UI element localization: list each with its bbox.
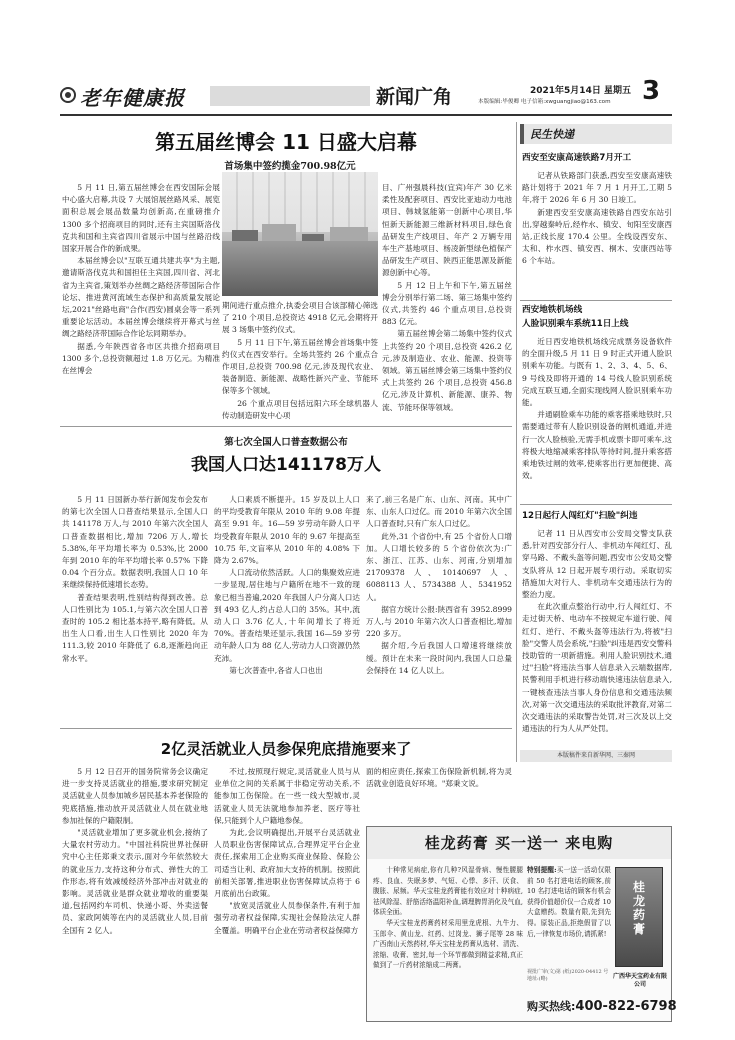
gig-col3 [366,766,512,826]
ad-registration: 视批广审(文)第 (纸)2020-04412 号 地址:(略) [527,969,609,982]
ad-hotline-label: 购买热线: [527,1000,576,1013]
paragraph: "灵活就业增加了更多就业机会,接纳了大量农村劳动力。"中国社科院世界社保研究中心主任郑秉文表示,面对今年依然较大的就业压力,支持这种分布式、弹性大的工作形态,将有效减缓经济外部冲击对就业的影响。灵活就业是群众就业增收的重要渠道,包括网约车司机、快递小哥、外卖送餐员、家政阿姨等在内的灵活就业人员,目前全国有 2 亿人。 [62,828,208,935]
paragraph: 人口素质不断提升。15 岁及以上人口的平均受教育年限从 2010 年的 9.08 年提高至 9.91 年。16—59 岁劳动年龄人口平均受教育年限从 2010 年的 9.67 年提高至 10.75 年,文盲率从 2010 年的 4.08% 下降为 2.67%。 [214,495,360,566]
paragraph: 据官方统计公报:陕西省有 3952.8999 万人,与 2010 年第六次人口普查相比,增加 220 多万。 [366,604,512,639]
lead-col1 [62,182,220,422]
paragraph: 26 个重点项目包括远阳六环全球机器人传动制造研发中心项 [222,398,378,420]
divider [520,504,672,505]
side-item2-title-line2: 人脸识别乘车系统11日上线 [522,319,629,329]
paragraph: 第五届丝博会第二场集中签约仪式上共签约 20 个项目,总投资 426.2 亿元,涉及制造业、农业、能源、投资等领域。第五届丝博会第三场集中签约仪式上共签约 26 个项目,总投资 456.8 亿元,涉及计算机、新能源、康养、物流、节能环保等领域。 [382,329,512,412]
paragraph: 来了,前三名是广东、山东、河南。其中广东、山东人口过亿。而 2010 年第六次全国人口普查时,只有广东人口过亿。 [366,495,512,529]
paragraph: 华天宝桂龙药膏药材采用里龙虎根、九牛力、玉郎伞、黄山龙、红药、过岗龙、狮子尾等 28 味广西南山天然药材,华天宝桂龙药膏从选材、清洗、浓缩、收膏、密封,每一个环节都做到精益求精,真正做到了一斤药材浓缩成二两膏。 [373,918,523,970]
masthead-logo-icon [60,87,76,103]
side-credit: 本版稿件来自新华网、三秦网 [520,750,672,762]
masthead-editors: 本版编辑:毕俊卿 电子信箱:xwguangjiao@163.com [478,99,611,105]
paragraph: 5 月 11 日国新办举行新闻发布会发布的第七次全国人口普查结果显示,全国人口共 141178 万人,与 2010 年第六次全国人口普查数据相比,增加 7206 万人,增长 5.38%,年平均增长率为 0.53%,比 2000 年到 2010 年的年平均增长率 0.57% 下降 0.04 个百分点。数据表明,我国人口 10 年来继续保持低速增长态势。 [62,495,208,590]
side-item1-title: 西安至安康高速铁路7月开工 [522,153,632,163]
paragraph: 普查结果表明,性别结构得到改善。总人口性别比为 105.1,与第六次全国人口普查时的 105.2 相比基本持平,略有降低。从出生人口看,出生人口性别比 2020 年为 111.3,较 2010 年降低了 6.8,逐渐趋向正常水平。 [62,592,208,663]
side-item2-body [522,336,672,498]
ad-notice-label: 特别提醒: [527,866,557,874]
masthead-divider [210,86,370,106]
paragraph: 据悉,今年陕西省各市区共推介招商项目 1300 多个,总投资额超过 1.8 万亿元。为精准在丝博会 [62,341,220,376]
paragraph: 记者从铁路部门获悉,西安至安康高速铁路计划将于 2021 年 7 月 1 月开工,工期 5 年,将于 2026 年 6 月 30 日竣工。 [522,171,672,205]
side-item2-title-line1: 西安地铁机场线 [522,305,583,315]
side-column-title-text: 民生快递 [530,128,574,141]
census-kicker: 第七次全国人口普查数据公布 [224,437,348,448]
paragraph: 在此次重点整治行动中,行人闯红灯、不走过街天桥、电动车不按规定车道行驶、闯红灯、逆行、不戴头盔等违法行为,将被"扫脸"交警人员会系统,"扫脸"纠违是西安交警科技助管的一项新措施。利用人脸识别技术,通过"扫脸"将违法当事人信息录入云端数据库,民警利用手机进行移动端快速违法信息录入,一键核查违法当事人身份信息和交通违法频次,对第一次交通违法的采取批评教育,对第二次交通违法的采取警告处罚,对三次及以上交通违法的行为人从严处罚。 [522,602,672,734]
paragraph: 不过,按照现行规定,灵活就业人员与从业单位之间的关系属于非稳定劳动关系,不能参加工伤保险。在一些一线大型城市,灵活就业人员无法就地参加养老、医疗等社保,只能到个人户籍地参保。 [214,767,360,825]
paragraph: 5 月 12 日上午和下午,第五届丝博会分别举行第二场、第三场集中签约仪式,共签约 46 个重点项目,总投资 883 亿元。 [382,280,512,327]
divider [60,426,512,427]
paragraph: 面的相应责任,探索工伤保险新机制,将为灵活就业创造良好环境。"郑秉文说。 [366,767,512,789]
side-item1-body [522,170,672,294]
census-col3 [366,494,512,720]
lead-col2 [222,300,378,422]
paragraph: 5 月 11 日下午,第五届丝博会首场集中签约仪式在西安举行。全场共签约 26 个重点合作项目,总投资 700.98 亿元,涉及现代农业、装备制造、新能源、战略性新兴产业、节能环保等多个领域。 [222,337,378,396]
paragraph: 新建西安至安康高速铁路自西安东站引出,穿越秦岭后,经柞水、镇安、旬阳至安康西站,正线长度 170.4 公里。全线设西安东、太和、柞水西、镇安西、桐木、安康西站等 6 个车站。 [522,207,672,266]
ad-title: 桂龙药膏 买一送一 来电购 [367,827,671,859]
divider [520,300,672,301]
paragraph: 并通刷脸乘车功能的乘客搭乘地铁时,只需要通过带有人脸识别设备的闸机通道,并进行一次人脸核验,无需手机或票卡即可乘车,这将极大地缩减乘客排队等待时间,提升乘客搭乘地铁过闸的效率,使乘客出行更加便捷、高效。 [522,410,672,481]
lead-subhead: 首场集中签约揽金700.98亿元 [224,161,356,172]
paragraph: 据介绍,今后我国人口增速将继续放缓。预计在未来一段时间内,我国人口总量会保持在 14 亿人以上。 [366,641,512,675]
gig-col1 [62,766,208,1028]
paragraph: 5 月 11 日,第五届丝博会在西安国际会展中心盛大启幕,共设 7 大展馆展丝路风采、展览面积总展会展品数量均创新高,在重磅推介 1300 多个招商项目的同时,还有主宾国斯洛伐克共和国和主宾省四川省展示中国与丝路沿线国家开展合作的新成果。 [62,183,220,254]
paragraph: 目、广州强晨科技(宜宾)年产 30 亿米柔性及配套项目、西安比亚迪动力电池项目、韩城氢能第一创新中心项目,华恒新天新能源三维新材料项目,绿色食品研发生产线项目、年产 2 万辆专用车生产基地项目、杨凌新型绿色植保产品研发生产项目、陕西正能思源及新能源创新中心等。 [382,183,512,278]
census-col2 [214,494,360,720]
paragraph: 5 月 12 日召开的国务院常务会议确定进一步支持灵活就业的措施,要求研究制定灵活就业人员参加城乡居民基本养老保险的兜底措施,推动放开灵活就业人员在就业地参加社保的户籍限制。 [62,767,208,825]
gig-headline: 2亿灵活就业人员参保兜底措施要来了 [160,740,412,758]
gig-col2 [214,766,360,1028]
expo-photo [222,172,378,296]
side-item3-title: 12日起行人闯红灯"扫脸"纠违 [522,511,638,521]
paragraph: "放宽灵活就业人员参保条件,有利于加强劳动者权益保障,实现社会保险法定人群全覆盖。明确平台企业在劳动者权益保障方 [214,901,360,935]
page-number: 3 [642,76,661,106]
masthead-date: 2021年5月14日 星期五 [530,86,631,96]
sidebar-divider [516,122,517,762]
ad-notice-text: 买一送一活动仅限前 50 名打进电话的顾客,前 10 名打进电话的顾客有机会获得价值超价仅一合成者 10 大盒赠药。数量有限,先到先得。原装正品,拒绝假冒了以后,一律恢复市场价,请抓紧! [527,866,611,938]
census-headline: 我国人口达141178万人 [191,455,381,475]
divider [60,728,512,729]
ad-product-label: 桂龙药膏 [632,880,645,936]
ad-notice [527,865,611,969]
lead-headline: 第五届丝博会 11 日盛大启幕 [155,130,417,154]
paper-name: 老年健康报 [80,86,185,110]
lead-col3 [382,182,512,422]
ad-company: 广西华天宝药业有限公司 [612,973,667,988]
paragraph: 为此,会议明确提出,开展平台灵活就业人员职业伤害保障试点,合理界定平台企业责任,探索用工企业购买商业保险、保险公司适当让利、政府加大支持的机制。按照此前相关部署,推进职业伤害保障试点将于 6 月底前出台政策。 [214,828,360,899]
ad-product-box [615,867,663,967]
side-item3-body [522,528,672,742]
side-column-title [520,124,672,144]
paragraph: 第七次普查中,各省人口也出 [229,665,323,675]
paragraph: 近日西安地铁机场线完成票务设备软件的全面升级,5 月 11 日 9 时正式开通人脸识别乘车功能。与既有 1、2、3、4、5、6、9 号线及即将开通的 14 号线人脸识别系统完成互联互通,全面实现线网人脸识别乘车功能。 [522,337,672,408]
masthead-rule [60,114,672,116]
ad-body [373,865,523,1005]
ad-hotline-number: 400-822-6798 [575,999,677,1014]
ad-hotline [527,995,677,1015]
paragraph: 人口流动依然活跃。人口的集聚效应进一步显现,居住地与户籍所在地不一致的现象已相当普遍,2020 年我国人户分离人口达到 493 亿人,约占总人口的 35%。其中,流动人口 3.76 亿人,十年间增长了将近 70%。普查结果还显示,我国 16—59 岁劳动年龄人口为 88 亿人,劳动力人口资源仍然充沛。 [214,568,360,663]
census-col1 [62,494,208,720]
paragraph: 记者 11 日从西安市公安局交警支队获悉,针对西安部分行人、非机动车闯红灯、乱穿马路、不戴头盔等问题,西安市公安局交警支队将从 12 日起开展专项行动。采取切实措施加大对行人、非机动车交通违法行为的整治力度。 [522,529,672,600]
paragraph: 本届丝博会以"互联互通共建共享"为主题,邀请斯洛伐克共和国担任主宾国,四川省、河北省为主宾省,策划举办丝绸之路经济带国际合作论坛、推进黄河流域生态保护和高质量发展论坛,2021"丝路电商"合作(西安)圆桌会等一系列重要论坛活动。本届丝博会继续将开幕式与丝绸之路经济带国际合作论坛同期举办。 [62,256,220,339]
paragraph: 期间进行重点推介,执委会项目合该部精心筛选了 210 个项目,总投资达 4918 亿元,会期将开展 3 场集中签约仪式。 [222,301,378,335]
masthead [60,76,661,112]
section-title: 新闻广角 [376,86,453,108]
ad-box [366,826,677,1022]
paragraph: 十种常见病症,你有几种?风湿骨病、慢性腰腿疼、良血、失眠多梦、气短、心悸、多汗、厌食、腹胀、尿频。华天宝桂龙药膏能有效应对十种病症,祛风除湿、舒筋活络温阳补血,调理脾胃消化及气血,体质全面。 [373,866,523,917]
paragraph: 此外,31 个省份中,有 25 个省份人口增加。人口增长较多的 5 个省份依次为:广东、浙江、江苏、山东、河南,分别增加 21709378 人、10140697 人、6088113 人、5734388 人、5341952 人。 [366,531,512,602]
